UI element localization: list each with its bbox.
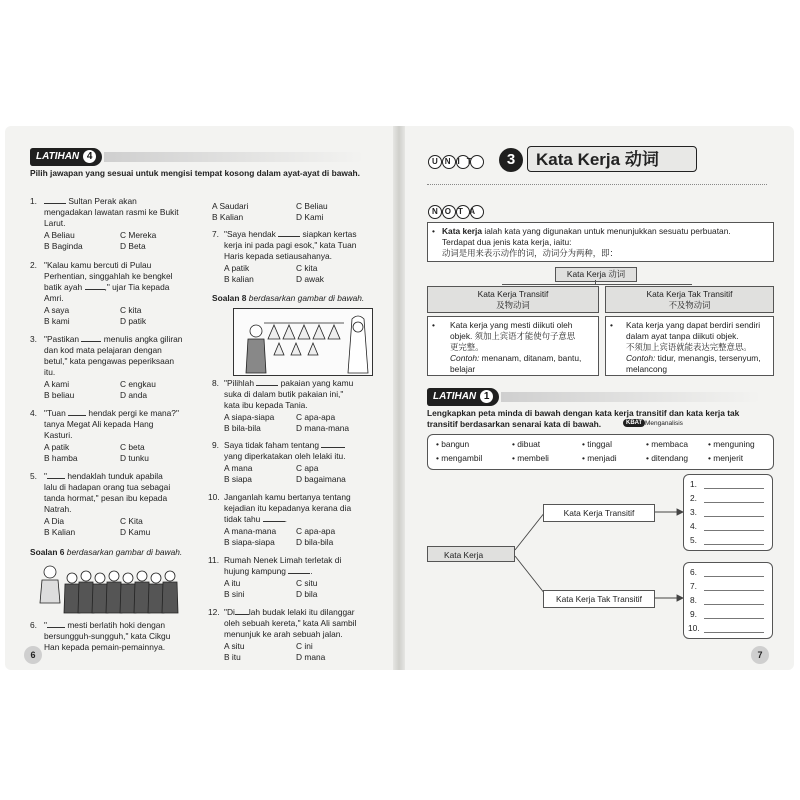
answer-line[interactable]: [704, 618, 764, 619]
answer-number: 10.: [688, 623, 700, 633]
q9-option-b: B siapa: [224, 474, 252, 484]
blank: [288, 573, 310, 574]
q12-option-c: C ini: [296, 641, 313, 651]
q7-text-2: kerja ini pada pagi esok," kata Tuan: [224, 240, 357, 250]
q8-option-b: B bila-bila: [224, 423, 261, 433]
hockey-team-drawing: [38, 558, 188, 618]
q9-number: 9.: [212, 440, 219, 450]
q12-text-1: "Di lah budak lelaki itu dilanggar: [224, 607, 355, 617]
q1-text-3: Larut.: [44, 218, 66, 228]
answer-number: 5.: [690, 535, 697, 545]
q5-text-3: tanda hormat," pesan ibu kepada: [44, 493, 168, 503]
q6-text-2: bersungguh-sungguh," kata Cikgu: [44, 631, 171, 641]
transitif-cn: 及物动词: [496, 300, 530, 310]
q7-number: 7.: [212, 229, 219, 239]
blank: [321, 447, 345, 448]
answer-line[interactable]: [704, 590, 764, 591]
blank: [263, 521, 285, 522]
q2-text-3: batik ayah ," ujar Tia kepada: [44, 282, 170, 292]
q8-option-d: D mana-mana: [296, 423, 350, 433]
q1-option-c: C Mereka: [120, 230, 157, 240]
map-center-box: Kata Kerja: [427, 546, 515, 562]
q3-option-b: B beliau: [44, 390, 75, 400]
q3-text-4: itu.: [44, 367, 56, 377]
q1-option-b: B Baginda: [44, 241, 83, 251]
left-page: [8, 126, 393, 670]
right-page: [405, 126, 790, 670]
instruction-text: Pilih jawapan yang sesuai untuk mengisi tempat kosong dalam ayat-ayat di bawah.: [30, 168, 360, 178]
word-item: • tinggal: [582, 439, 612, 449]
tak-transitif-line-5: melancong: [626, 364, 667, 374]
tak-transitif-line-1: Kata kerja yang dapat berdiri sendiri: [626, 320, 761, 330]
latihan-1-instruction-1: Lengkapkan peta minda di bawah dengan kata kerja transitif dan kata kerja tak: [427, 408, 740, 418]
page-number-right: 7: [751, 646, 769, 664]
q4-text-2: tanya Megat Ali kepada Hang: [44, 419, 154, 429]
q10-option-d: D bila-bila: [296, 537, 334, 547]
answer-number: 4.: [690, 521, 697, 531]
answer-line[interactable]: [704, 502, 764, 503]
q5-option-d: D Kamu: [120, 527, 151, 537]
q1-text-2: mengadakan lawatan rasmi ke Bukit: [44, 207, 179, 217]
transitif-line-4: Contoh: menanam, ditanam, bantu,: [450, 353, 582, 363]
answer-line[interactable]: [704, 632, 764, 633]
q7-option-c: C kita: [296, 263, 318, 273]
q5-text-4: Natrah.: [44, 504, 72, 514]
q11-option-c: C situ: [296, 578, 318, 588]
answer-line[interactable]: [704, 530, 764, 531]
blank: [47, 627, 65, 628]
blank: [47, 478, 65, 479]
q2-option-a: A saya: [44, 305, 70, 315]
q8-option-a: A siapa-siapa: [224, 412, 275, 422]
word-item: • bangun: [436, 439, 470, 449]
q3-text-2: dan kod mata pelajaran dengan: [44, 345, 162, 355]
answer-number: 2.: [690, 493, 697, 503]
q10-number: 10.: [208, 492, 220, 502]
q8-option-c: C apa-apa: [296, 412, 336, 422]
q10-text-2: kejadian itu kepadanya kerana dia: [224, 503, 352, 513]
answer-number: 3.: [690, 507, 697, 517]
q4-option-b: B hamba: [44, 453, 78, 463]
blank: [278, 236, 300, 237]
q7-text-3: Haris kepada setiausahanya.: [224, 251, 333, 261]
q2-text-1: "Kalau kamu bercuti di Pulau: [44, 260, 152, 270]
q7-option-a: A patik: [224, 263, 250, 273]
word-item: • membeli: [512, 453, 549, 463]
blank: [44, 203, 66, 204]
q1-option-a: A Beliau: [44, 230, 75, 240]
q1-number: 1.: [30, 196, 37, 206]
q3-number: 3.: [30, 334, 37, 344]
blank: [256, 385, 278, 386]
q2-number: 2.: [30, 260, 37, 270]
boutique-drawing: [234, 309, 372, 375]
q2-option-b: B kami: [44, 316, 70, 326]
q1-text-1: Sultan Perak akan: [44, 196, 199, 207]
q8-text-3: kata ibu kepada Tania.: [224, 400, 308, 410]
q2-option-d: D patik: [120, 316, 147, 326]
latihan-4-label: [30, 148, 102, 166]
bullet: •: [610, 320, 613, 330]
tak-transitif-line-4: Contoh: tidur, menangis, tersenyum,: [626, 353, 761, 363]
q11-option-a: A itu: [224, 578, 241, 588]
nota-line-3: 动词是用来表示动作的词，动词分为两种，即：: [442, 248, 618, 258]
q3-option-c: C engkau: [120, 379, 156, 389]
q11-text-2: hujung kampung .: [224, 566, 313, 576]
q9-option-d: D bagaimana: [296, 474, 346, 484]
q7-option-d: D awak: [296, 274, 324, 284]
word-item: • dibuat: [512, 439, 541, 449]
q12-text-2: oleh sebuah kereta," kata Ali sambil: [224, 618, 357, 628]
q11-option-d: D bila: [296, 589, 318, 599]
q7-option-b: B kalian: [224, 274, 254, 284]
q5-text-1: " hendaklah tunduk apabila: [44, 471, 163, 481]
tak-transitif-title: Kata Kerja Tak Transitif: [646, 289, 733, 299]
q9-text-2: yang diperkatakan oleh lelaki itu.: [224, 451, 346, 461]
word-item: • membaca: [646, 439, 689, 449]
word-item: • ditendang: [646, 453, 689, 463]
latihan-number: 4: [83, 150, 96, 163]
q3-option-d: D anda: [120, 390, 148, 400]
q6-option-c: C Beliau: [296, 201, 328, 211]
answer-number: 8.: [690, 595, 697, 605]
q7-text-1: "Saya hendak siapkan kertas: [224, 229, 357, 239]
q12-text-3: menunjuk ke arah sebuah jalan.: [224, 629, 343, 639]
q4-text-1: "Tuan hendak pergi ke mana?": [44, 408, 179, 418]
tak-transitif-line-2: dalam ayat tanpa diikuti objek.: [626, 331, 739, 341]
q2-text-2: Perhentian, singgahlah ke bengkel: [44, 271, 173, 281]
q5-option-a: A Dia: [44, 516, 65, 526]
q12-option-a: A situ: [224, 641, 245, 651]
answer-box-tak-transitif: [683, 562, 773, 639]
transitif-line-5: belajar: [450, 364, 476, 374]
answer-line[interactable]: [704, 544, 764, 545]
q6-text-1: " mesti berlatih hoki dengan: [44, 620, 166, 630]
q2-text-4: Amri.: [44, 293, 64, 303]
answer-number: 6.: [690, 567, 697, 577]
q6-option-b: B Kalian: [212, 212, 244, 222]
map-transitif-box: Kata Kerja Transitif: [543, 504, 655, 522]
kbat-badge: KBAT: [623, 419, 645, 427]
latihan-number: 1: [480, 390, 493, 403]
q9-text-1: Saya tidak faham tentang: [224, 440, 384, 451]
q12-option-b: B itu: [224, 652, 241, 662]
answer-line[interactable]: [704, 576, 764, 577]
q10-option-c: C apa-apa: [296, 526, 336, 536]
tak-transitif-cn: 不及物动词: [668, 300, 711, 310]
q6-text-3: Han kepada pemain-pemainnya.: [44, 642, 166, 652]
q3-option-a: A kami: [44, 379, 70, 389]
answer-number: 9.: [690, 609, 697, 619]
q6-number: 6.: [30, 620, 37, 630]
word-item: • menjerit: [708, 453, 744, 463]
blank: [235, 614, 249, 615]
q10-text-1: Janganlah kamu bertanya tentang: [224, 492, 351, 502]
word-item: • mengambil: [436, 453, 483, 463]
q9-option-a: A mana: [224, 463, 253, 473]
answer-line[interactable]: [704, 516, 764, 517]
q4-number: 4.: [30, 408, 37, 418]
unit-title: Kata Kerja 动词: [527, 146, 697, 172]
answer-number: 1.: [690, 479, 697, 489]
latihan-label-text: LATIHAN: [433, 391, 477, 402]
latihan-banner-tail: [104, 152, 364, 162]
blank: [81, 341, 101, 342]
q4-option-a: A patik: [44, 442, 70, 452]
q9-option-c: C apa: [296, 463, 319, 473]
q10-option-b: B siapa-siapa: [224, 537, 275, 547]
bullet: •: [432, 320, 435, 330]
q3-text-3: betul," kata pengawas peperiksaan: [44, 356, 175, 366]
page-number-left: 6: [24, 646, 42, 664]
boutique-illustration: [233, 308, 373, 376]
book-gutter: [393, 126, 405, 670]
answer-line[interactable]: [704, 488, 764, 489]
q8-text-1: "Pilihlah pakaian yang kamu: [224, 378, 354, 388]
q3-text-1: "Pastikan menulis angka giliran: [44, 334, 183, 344]
q11-option-b: B sini: [224, 589, 245, 599]
soalan-8-caption: Soalan 8 berdasarkan gambar di bawah.: [212, 293, 365, 303]
word-item: • menjadi: [582, 453, 617, 463]
q4-text-3: Kasturi.: [44, 430, 73, 440]
q5-option-b: B Kalian: [44, 527, 76, 537]
q12-option-d: D mana: [296, 652, 326, 662]
q6-option-d: D Kami: [296, 212, 324, 222]
latihan-label-text: LATIHAN: [36, 151, 80, 162]
unit-number: 3: [499, 148, 523, 172]
q6-option-a: A Saudari: [212, 201, 249, 211]
q4-option-c: C beta: [120, 442, 145, 452]
transitif-line-3: 更完整。: [450, 342, 484, 352]
answer-line[interactable]: [704, 604, 764, 605]
q10-option-a: A mana-mana: [224, 526, 277, 536]
blank: [85, 289, 105, 290]
answer-number: 7.: [690, 581, 697, 591]
q8-text-2: suka di dalam butik pakaian ini,": [224, 389, 344, 399]
q8-number: 8.: [212, 378, 219, 388]
q5-option-c: C Kita: [120, 516, 143, 526]
q11-text-1: Rumah Nenek Limah terletak di: [224, 555, 342, 565]
nota-line-1: Kata kerja ialah kata yang digunakan untuk menunjukkan sesuatu perbuatan.: [442, 226, 731, 236]
soalan-6-caption: Soalan 6 berdasarkan gambar di bawah.: [30, 547, 183, 557]
kata-kerja-box: Kata Kerja 动词: [555, 267, 637, 282]
answer-box-transitif: [683, 474, 773, 551]
blank: [68, 415, 86, 416]
kbat-subtitle: Menganalisis: [645, 420, 683, 427]
q4-option-d: D tunku: [120, 453, 149, 463]
q2-option-c: C kita: [120, 305, 142, 315]
nota-bullet: •: [432, 226, 435, 236]
unit-label-text: UNIT: [432, 157, 479, 166]
latihan-1-instruction-2: transitif berdasarkan senarai kata di bawah.: [427, 419, 602, 429]
q10-text-3: tidak tahu .: [224, 514, 287, 524]
hockey-team-illustration: [38, 558, 188, 618]
q1-option-d: D Beta: [120, 241, 146, 251]
q11-number: 11.: [208, 555, 220, 565]
map-tak-transitif-box: Kata Kerja Tak Transitif: [543, 590, 655, 608]
tak-transitif-line-3: 不须加上宾语就能表达完整意思。: [626, 342, 752, 352]
transitif-line-2: objek. 须加上宾语才能使句子意思: [450, 331, 576, 341]
word-item: • menguning: [708, 439, 755, 449]
q5-text-2: lalu di hadapan orang tua sebagai: [44, 482, 171, 492]
transitif-line-1: Kata kerja yang mesti diikuti oleh: [450, 320, 573, 330]
transitif-title: Kata Kerja Transitif: [477, 289, 549, 299]
nota-label-text: NOTA: [432, 207, 483, 216]
nota-line-2: Terdapat dua jenis kata kerja, iaitu:: [442, 237, 572, 247]
q12-number: 12.: [208, 607, 220, 617]
q5-number: 5.: [30, 471, 37, 481]
